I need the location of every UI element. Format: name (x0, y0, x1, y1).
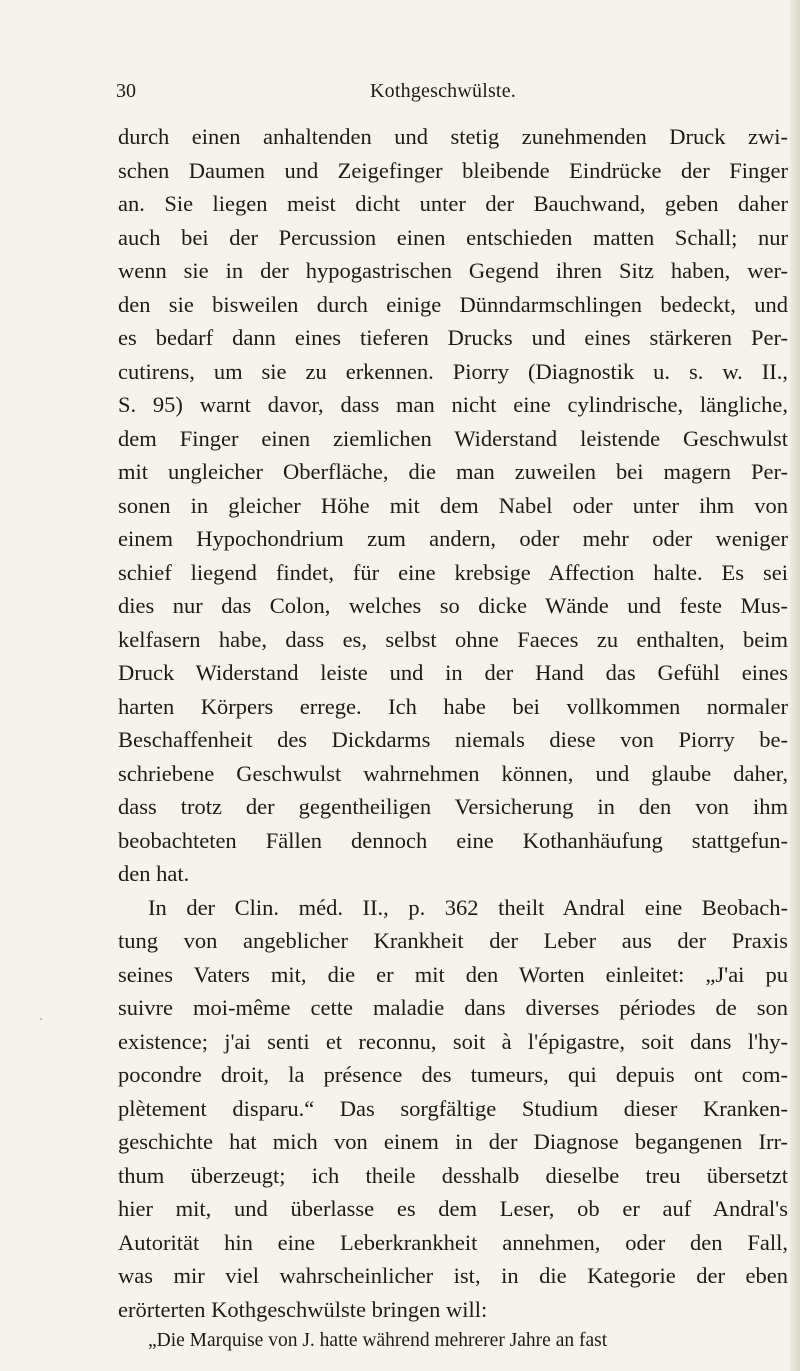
body-text (118, 120, 788, 1356)
margin-speck (40, 1018, 42, 1020)
text-line: hier mit, und überlasse es dem Leser, ob er auf Andral's (118, 1196, 788, 1221)
text-line: schen Daumen und Zeigefinger bleibende Eindrücke der Finger (118, 157, 788, 183)
text-line: schief liegend findet, für eine krebsige Affection halte. Es sei (118, 559, 788, 585)
text-line: Autorität hin eine Leberkrankheit annehmen, oder den Fall, (118, 1229, 788, 1255)
page-number: 30 (116, 80, 136, 102)
text-line: In der Clin. méd. II., p. 362 theilt Andral eine Beobach- (148, 894, 788, 920)
text-line: seines Vaters mit, die er mit den Worten einleitet: „J'ai pu (118, 961, 788, 987)
text-line: cutirens, um sie zu erkennen. Piorry (Diagnostik u. s. w. II., (118, 358, 788, 384)
quote-line: „Die Marquise von J. hatte während mehrerer Jahre an fast (148, 1330, 608, 1351)
text-line: mit ungleicher Oberfläche, die man zuweilen bei magern Per- (118, 459, 788, 484)
running-head: Kothgeschwülste. (370, 80, 516, 102)
text-line: harten Körpers errege. Ich habe bei vollkommen normaler (118, 693, 788, 719)
text-line: was mir viel wahrscheinlicher ist, in die Kategorie der eben (118, 1263, 788, 1288)
text-line: an. Sie liegen meist dicht unter der Bauchwand, geben daher (118, 191, 788, 216)
text-line: existence; j'ai senti et reconnu, soit à l'épigastre, soit dans l'hy- (118, 1028, 788, 1054)
text-line: den sie bisweilen durch einige Dünndarmschlingen bedeckt, und (118, 291, 788, 317)
text-line: schriebene Geschwulst wahrnehmen können, und glaube daher, (118, 760, 788, 786)
text-line: es bedarf dann eines tieferen Drucks und eines stärkeren Per- (118, 325, 788, 350)
text-line: dass trotz der gegentheiligen Versicherung in den von ihm (118, 794, 788, 819)
text-line: S. 95) warnt davor, dass man nicht eine cylindrische, längliche, (118, 392, 788, 417)
page-header (98, 80, 788, 106)
text-line: geschichte hat mich von einem in der Diagnose begangenen Irr- (118, 1129, 788, 1154)
text-line: pocondre droit, la présence des tumeurs, qui depuis ont com- (118, 1062, 788, 1087)
text-line: einem Hypochondrium zum andern, oder mehr oder weniger (118, 526, 788, 551)
text-line: Druck Widerstand leiste und in der Hand das Gefühl eines (118, 660, 788, 685)
text-line: tung von angeblicher Krankheit der Leber aus der Praxis (118, 928, 788, 953)
text-line: plètement disparu.“ Das sorgfältige Studium dieser Kranken- (118, 1095, 788, 1121)
text-line: wenn sie in der hypogastrischen Gegend ihren Sitz haben, wer- (118, 258, 788, 283)
page-edge-shadow (790, 0, 800, 1371)
text-line: dem Finger einen ziemlichen Widerstand leistende Geschwulst (118, 425, 788, 451)
text-line: durch einen anhaltenden und stetig zunehmenden Druck zwi- (118, 124, 788, 149)
text-line: thum überzeugt; ich theile desshalb dieselbe treu übersetzt (118, 1162, 788, 1188)
text-line: den hat. (118, 861, 190, 886)
text-line: sonen in gleicher Höhe mit dem Nabel oder unter ihm von (118, 492, 788, 518)
text-line: erörterten Kothgeschwülste bringen will: (118, 1296, 488, 1322)
text-line: kelfasern habe, dass es, selbst ohne Faeces zu enthalten, beim (118, 626, 788, 652)
text-line: beobachteten Fällen dennoch eine Kothanhäufung stattgefun- (118, 827, 788, 853)
text-line: auch bei der Percussion einen entschieden matten Schall; nur (118, 224, 788, 250)
text-line: Beschaffenheit des Dickdarms niemals diese von Piorry be- (118, 727, 788, 752)
text-line: dies nur das Colon, welches so dicke Wände und feste Mus- (118, 593, 788, 618)
text-line: suivre moi-même cette maladie dans diverses périodes de son (118, 995, 788, 1020)
